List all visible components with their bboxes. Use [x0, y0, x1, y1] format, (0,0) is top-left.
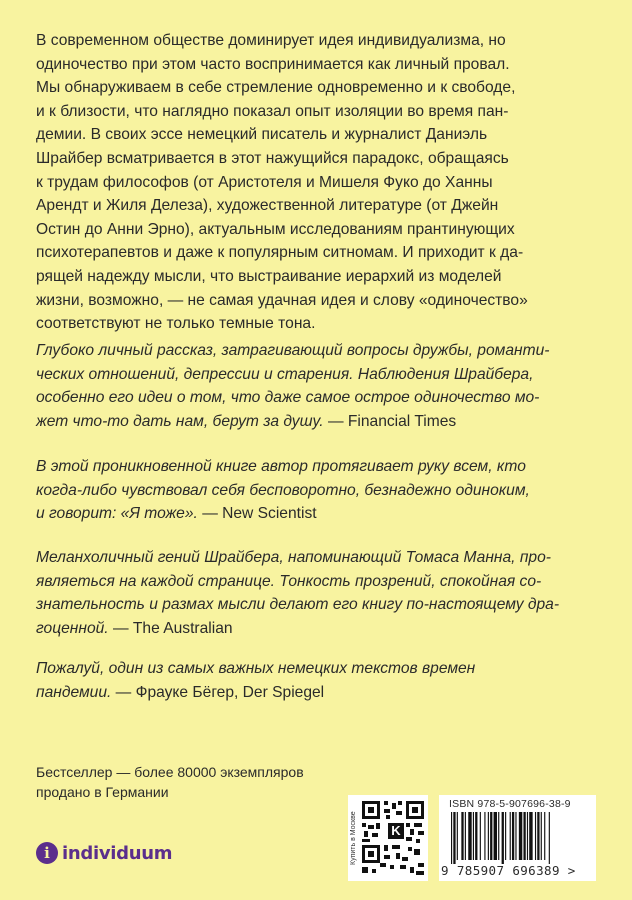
barcode-bar [484, 812, 485, 860]
quote-line: являеться на каждой странице. Тонкость прозрений, спокойная со- [36, 572, 542, 590]
barcode-bar [465, 812, 466, 860]
description-line: одиночество при этом часто воспринимается как личный провал. [36, 55, 510, 73]
bestseller-line: продано в Германии [36, 784, 169, 800]
publisher-logo-icon: i [36, 842, 58, 864]
barcode-bar [461, 812, 463, 860]
barcode-bar [502, 812, 504, 864]
barcode-bar [451, 812, 452, 864]
review-quote-financial-times [36, 339, 596, 433]
bestseller-note [36, 762, 356, 802]
quote-line: гоценной. [36, 619, 109, 637]
description-line: рящей надежду мысли, что выстраивание иерархий из моделей [36, 267, 502, 285]
quote-line: Глубоко личный рассказ, затрагивающий вопросы дружбы, романти- [36, 342, 550, 359]
barcode-bar [475, 812, 477, 860]
quote-line: Меланхоличный гений Шрайбера, напоминающий Томаса Манна, про- [36, 549, 551, 566]
description-line: Остин до Анни Эрно), актуальным исследованиям прантинующих [36, 220, 515, 238]
qr-badge-letter: K [391, 823, 401, 838]
isbn-label: ISBN 978-5-907696-38-9 [449, 798, 571, 810]
barcode-bar [512, 812, 514, 860]
barcode-bar [537, 812, 539, 860]
quote-source: — The Australian [108, 619, 233, 637]
publisher-logo [36, 842, 172, 864]
book-description [36, 29, 596, 336]
barcode-bar [529, 812, 532, 860]
publisher-name: individuum [62, 842, 173, 864]
quote-line: и говорит: «Я тоже». [36, 505, 198, 523]
quote-line: пандемии. [36, 683, 112, 701]
quote-line: ческих отношений, депрессии и старения. Наблюдения Шрайбера, [36, 365, 534, 383]
quote-source: — New Scientist [197, 505, 317, 523]
isbn-digits: 9 785907 696389 > [441, 863, 576, 878]
barcode-bar [541, 812, 542, 860]
description-line: психотерапевтов и даже к популярным ситномам. И приходит к да- [36, 244, 524, 262]
qr-code-icon [362, 801, 424, 875]
description-line: к трудам философов (от Аристотеля и Мишеля Фуко до Ханны [36, 173, 493, 191]
quote-line: знательность и размах мысли делают его книгу по-настоящему дра- [36, 596, 560, 614]
barcode-bar [498, 812, 499, 860]
barcode-bar [510, 812, 511, 860]
barcode-bar [457, 812, 458, 860]
review-quote-new-scientist [36, 455, 596, 526]
barcode-bar [473, 812, 474, 860]
barcode-bar [494, 812, 497, 860]
description-line: Шрайбер всматривается в этот нажущийся парадокс, обращаясь [36, 149, 509, 167]
barcode-bar [544, 812, 545, 860]
barcode-bar [523, 812, 525, 860]
quote-source: — Фрауке Бёгер, Der Spiegel [111, 683, 325, 701]
description-line: В современном обществе доминирует идея индивидуализма, но [36, 32, 506, 49]
barcode-bar [549, 812, 550, 864]
barcode-bar [488, 812, 489, 860]
description-line: Арендт и Жиля Делеза), художественной литературе (от Джейн [36, 197, 499, 215]
barcode-bar [480, 812, 481, 860]
qr-caption: Купить в Москве [350, 811, 357, 865]
quote-line: особенно его идеи о том, что даже самое острое одиночество мо- [36, 389, 540, 407]
description-line: демии. В своих эссе немецкий писатель и журналист Даниэль [36, 126, 488, 144]
bestseller-line: Бестселлер — более 80000 экземпляров [36, 764, 304, 780]
barcode-bar [515, 812, 516, 860]
qr-code-block[interactable] [348, 795, 428, 881]
barcode-bar [453, 812, 455, 864]
review-quote-der-spiegel [36, 657, 596, 704]
barcode-bar [519, 812, 522, 860]
quote-line: Пожалуй, один из самых важных немецких текстов времен [36, 660, 476, 677]
description-line: соответствуют не только темные тона. [36, 315, 316, 333]
description-line: Мы обнаруживаем в себе стремление одновременно и к свободе, [36, 79, 516, 97]
isbn-barcode-block [439, 795, 596, 881]
barcode-bar [527, 812, 528, 860]
description-line: и к близости, что наглядно показал опыт изоляции во время пан- [36, 102, 509, 120]
barcode-bar [468, 812, 471, 860]
barcode-bar [490, 812, 492, 860]
quote-line: жет что-то дать нам, берут за душу. [36, 412, 324, 430]
barcode-icon [447, 812, 589, 864]
quote-line: В этой проникновенной книге автор протягивает руку всем, кто [36, 458, 526, 475]
quote-source: — Financial Times [323, 412, 457, 430]
review-quote-the-australian [36, 546, 596, 640]
description-line: жизни, возможно, — не самая удачная идея и слову «одиночество» [36, 291, 528, 309]
barcode-bar [505, 812, 506, 860]
quote-line: когда-либо чувствовал себя бесповоротно, безнадежно одиноким, [36, 481, 530, 499]
barcode-bar [535, 812, 536, 860]
